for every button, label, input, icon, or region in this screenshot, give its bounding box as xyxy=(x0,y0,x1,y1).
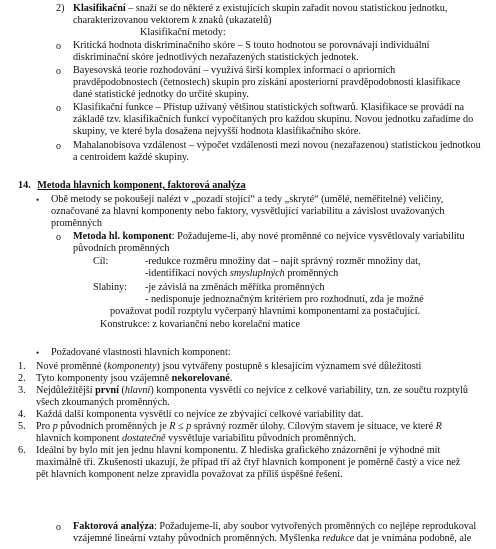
list-number: 6. xyxy=(18,445,26,456)
slabiny-item: - nedisponuje jednoznačným kritériem pro rozhodnutí, zda je možné xyxy=(145,294,424,305)
item2-line2: charakterizovanou vektorem k znaků (ukazatelů) xyxy=(73,15,272,26)
cil-item: -redukce rozměru množiny dat – najít správný rozměr množiny dat, xyxy=(145,256,421,267)
bullet-line: skupiny, ve které byla dosažena nejvyšší hodnota klasifikačního skóre. xyxy=(73,126,361,137)
intro-line: Obě metody se pokoušejí nalézt v „pozadí stojící“ a tedy „skryté“ (umělé, neměřitelné) veličiny, xyxy=(51,194,444,205)
bullet-line: Kritická hodnota diskriminačního skóre – S touto hodnotou se porovnávají individuální xyxy=(73,40,430,51)
slabiny-item: -je závislá na změnách měřítka proměnných xyxy=(145,282,325,293)
pca-line2: původních proměnných xyxy=(73,243,170,254)
list-item-line: Ideální by bylo mít jen jednu hlavní komponentu. Z hlediska grafického znázornění je výhodné mít xyxy=(36,445,441,456)
bullet-marker: o xyxy=(56,103,61,114)
list-item-line: maximálně tři. Zkušenosti ukazují, že případ tří až čtyř hlavních komponent je poměrně častý a více než xyxy=(36,457,461,468)
bullet-line: Mahalanobisova vzdálenost – výpočet vzdálenosti mezi novou (nezařazenou) statistickou jednotkou xyxy=(73,140,481,151)
bullet-marker: o xyxy=(56,141,61,152)
list-item-line: Nejdůležitější první (hlavní) komponenta vysvětlí co nejvíce z celkové variability, tzn. ze součtu rozptylů xyxy=(36,385,468,396)
list-number: 1. xyxy=(18,361,26,372)
list-item-line: Tyto komponenty jsou vzájemně nekorelované. xyxy=(36,373,233,384)
bullet-line: Bayesovská teorie rozhodování – využívá širší komplex informací o apriorních xyxy=(73,65,396,76)
factor-line2: vzájemné lineární vztahy původních proměnných. Myšlenka redukce dat je vnímána podobně, ale xyxy=(73,533,472,544)
intro-line: označované za hlavní komponenty nebo faktory, vysvětlující variabilitu a závislost uvažovaných xyxy=(51,206,445,217)
pca-line1: Metoda hl. komponent: Požadujeme-li, aby nové proměnné co nejvíce vysvětlovaly variabilitu xyxy=(73,231,465,242)
list-number: 3. xyxy=(18,385,26,396)
slabiny-item: považovat podíl rozptylu vyčerpaný hlavními komponentami za postačující. xyxy=(110,306,421,317)
list-number: 2. xyxy=(18,373,26,384)
list-item-line: všech zkoumaných proměnných. xyxy=(36,397,170,408)
cil-item: -identifikací nových smysluplných proměnných xyxy=(145,268,339,279)
section-title: Metoda hlavních komponent, faktorová analýza xyxy=(37,180,246,191)
konstrukce: Konstrukce: z kovarianční nebo korelační matice xyxy=(100,319,300,330)
list-item-line: Každá další komponenta vysvětlí co nejvíce ze zbývající celkové variability dat. xyxy=(36,409,364,420)
item2-term: Klasifikační xyxy=(73,3,126,14)
bullet-marker: o xyxy=(56,232,61,243)
item2-heading xyxy=(56,3,447,15)
bullet-line: pravděpodobnostech (četnostech) skupin pro získání aposteriorní pravděpodobnosti klasifikace xyxy=(73,77,461,88)
list-item-line: Pro p původních proměnných je R ≤ p správný rozměr úlohy. Cílovým stavem je situace, ve které R xyxy=(36,421,442,432)
bullet-marker: o xyxy=(56,66,61,77)
bullet-marker: • xyxy=(36,348,40,358)
bullet-marker: • xyxy=(36,195,40,205)
bullet-line: základě tzv. klasifikačních funkcí vypočítaných pro každou skupinu. Novou jednotku zařadíme do xyxy=(73,114,474,125)
bullet-marker: o xyxy=(56,41,61,52)
required-label: Požadované vlastnosti hlavních komponent: xyxy=(51,347,231,358)
list-number: 5. xyxy=(18,421,26,432)
bullet-line: diskriminační skóre jednotlivých nezařazených statistických jednotek. xyxy=(73,52,359,63)
list-number: 4. xyxy=(18,409,26,420)
bullet-line: Klasifikační funkce – Přístup užívaný většinou statistických softwarů. Klasifikace se provádí na xyxy=(73,102,464,113)
section-number: 14. xyxy=(18,180,31,191)
item2-number: 2) xyxy=(56,3,65,14)
factor-line1: Faktorová analýza: Požadujeme-li, aby soubor vytvořených proměnných co nejlépe reprodukoval xyxy=(73,521,477,532)
list-item-line: Nové proměnné (komponenty) jsou vytvářeny postupně s klesajícím významem své důležitosti xyxy=(36,361,422,372)
cil-label: Cíl: xyxy=(93,256,109,267)
methods-label: Klasifikační metody: xyxy=(140,27,226,38)
list-item-line: pět hlavních komponent nelze zpravidla považovat za příliš úspěšné řešení. xyxy=(36,469,343,480)
section-heading xyxy=(18,180,246,192)
bullet-marker: o xyxy=(56,522,61,533)
intro-line: proměnných xyxy=(51,218,102,229)
list-item-line: hlavních komponent dostatečně vysvětluje variabilitu původních proměnných. xyxy=(36,433,357,444)
bullet-line: a centroidem každé skupiny. xyxy=(73,152,189,163)
item2-text: – snaží se do některé z existujících skupin zařadit novou statistickou jednotku, xyxy=(125,3,448,14)
slabiny-label: Slabiny: xyxy=(93,282,127,293)
bullet-line: dané statistické jednotky do určité skupiny. xyxy=(73,89,249,100)
